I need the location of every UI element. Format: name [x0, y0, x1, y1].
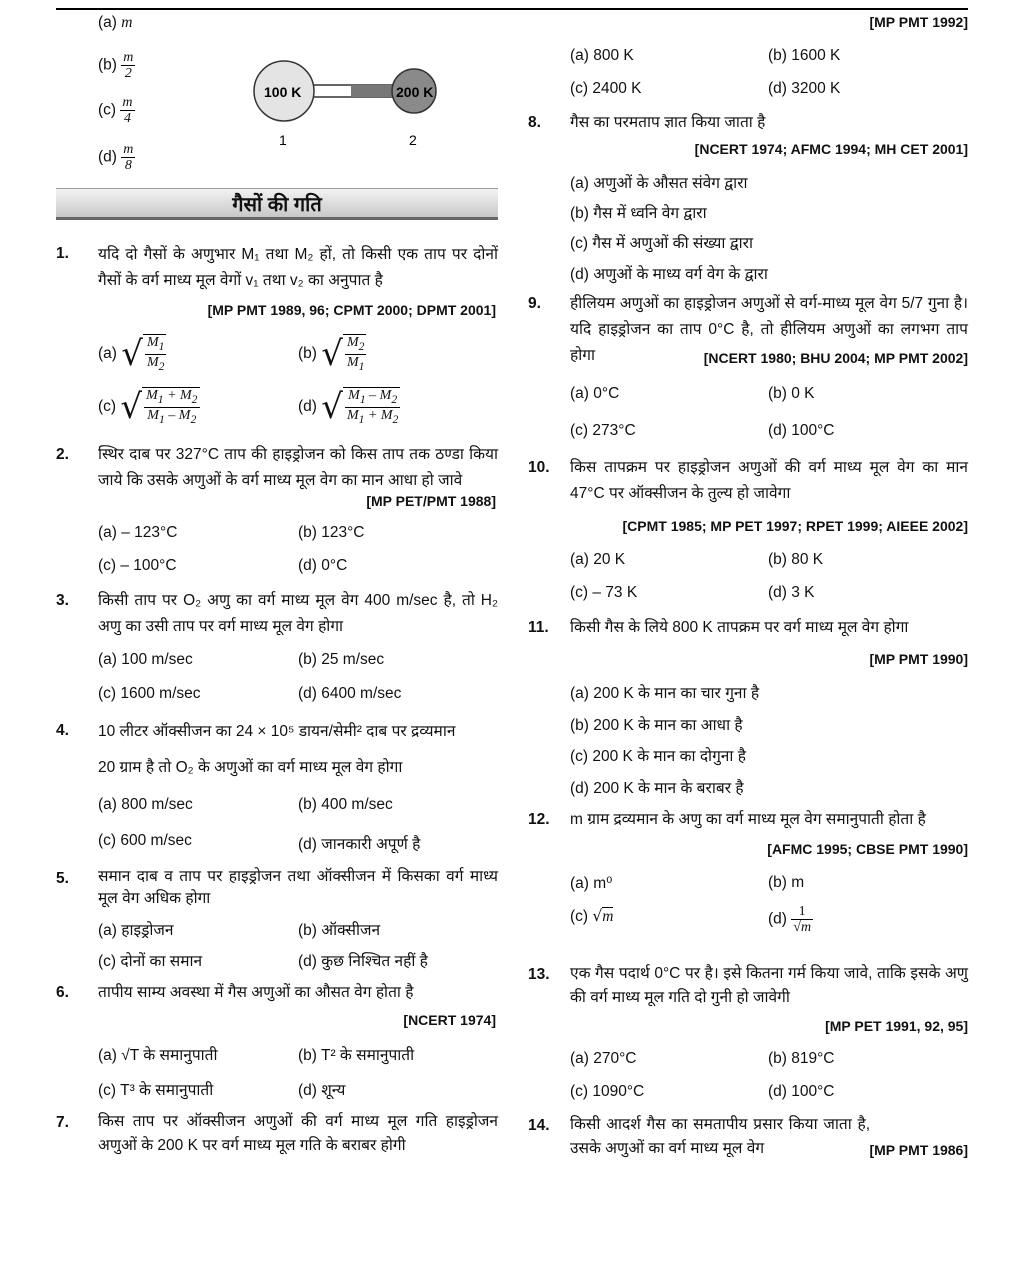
q12-option-c: (c) √m [570, 907, 614, 925]
q7-text: किस ताप पर ऑक्सीजन अणुओं की वर्ग माध्य मूल गति हाइड्रोजन अणुओं के 200 K पर वर्ग माध्य मूल गति के बराबर होगी [98, 1113, 498, 1154]
q2-text: स्थिर दाब पर 327°C ताप की हाइड्रोजन को किस ताप तक ठण्डा किया जाये कि उसके अणुओं के वर्ग माध्य मूल वेग का मान आधा हो जावे [98, 446, 498, 489]
q7-option-c: (c) 2400 K [570, 80, 642, 97]
q1-number: 1. [56, 245, 69, 262]
q14-number: 14. [528, 1117, 550, 1134]
q2-option-b: (b) 123°C [298, 524, 365, 541]
q4-option-a: (a) 800 m/sec [98, 796, 193, 813]
top-rule [56, 8, 968, 10]
q6-text: तापीय साम्य अवस्था में गैस अणुओं का औसत वेग होता है [98, 984, 414, 1001]
header-source: [MP PMT 1992] [869, 14, 968, 30]
q1-option-b: (b) √ $\frac{M_2}{M_1}$ [298, 333, 365, 374]
q3-text: किसी ताप पर O₂ अणु का वर्ग माध्य मूल वेग 400 m/sec है, तो H₂ अणु का उसी ताप पर वर्ग माध्य मूल वेग होगा [98, 592, 498, 635]
q13-option-c: (c) 1090°C [570, 1083, 645, 1100]
q10-option-a: (a) 20 K [570, 551, 626, 568]
q13-option-b: (b) 819°C [768, 1050, 835, 1067]
q13-text: एक गैस पदार्थ 0°C पर है। इसे कितना गर्म किया जावे, ताकि इसके अणु की वर्ग माध्य मूल गति दो गुनी हो जावेगी [570, 965, 968, 1006]
q12-option-b: (b) m [768, 874, 805, 891]
q4-number: 4. [56, 722, 69, 739]
q11-option-b: (b) 200 K के मान का आधा है [570, 717, 743, 734]
q1-option-a: (a) √ $\frac{M_1}{M_2}$ [98, 333, 165, 374]
q9-option-c: (c) 273°C [570, 422, 636, 439]
q8-option-d: (d) अणुओं के माध्य वर्ग वेग के द्वारा [570, 266, 768, 283]
q5-option-a: (a) हाइड्रोजन [98, 922, 174, 939]
q12-number: 12. [528, 811, 550, 828]
q8-option-a: (a) अणुओं के औसत संवेग द्वारा [570, 175, 748, 192]
q3-option-b: (b) 25 m/sec [298, 651, 385, 668]
q8-number: 8. [528, 114, 541, 131]
q5-option-d: (d) कुछ निश्चित नहीं है [298, 953, 428, 970]
q11-source: [MP PMT 1990] [869, 651, 968, 667]
q4-option-b: (b) 400 m/sec [298, 796, 393, 813]
fraction: $\frac{m}{2}$ [123, 50, 134, 81]
prev-option-c: (c) $\frac{m}{4}$ [98, 95, 133, 126]
q7-option-d: (d) 3200 K [768, 80, 841, 97]
q4-line2: 20 ग्राम है तो O₂ के अणुओं का वर्ग माध्य मूल वेग होगा [98, 759, 403, 776]
q2-option-c: (c) – 100°C [98, 557, 177, 574]
q6-option-a: (a) √T के समानुपाती [98, 1047, 218, 1064]
q5-text: समान दाब व ताप पर हाइड्रोजन तथा ऑक्सीजन में किसका वर्ग माध्य मूल वेग अधिक होगा [98, 868, 498, 907]
q11-option-d: (d) 200 K के मान के बराबर है [570, 780, 744, 797]
q11-option-a: (a) 200 K के मान का चार गुना है [570, 685, 760, 702]
q6-source: [NCERT 1974] [403, 1012, 496, 1028]
q6-option-c: (c) T³ के समानुपाती [98, 1082, 214, 1099]
q6-number: 6. [56, 984, 69, 1001]
q7-option-a: (a) 800 K [570, 47, 634, 64]
q9-text: हीलियम अणुओं का हाइड्रोजन अणुओं से वर्ग-माध्य मूल वेग 5/7 गुना है। यदि हाइड्रोजन का ताप 0°C है, तो हीलियम अणुओं का लगभग ताप होगा [570, 295, 968, 364]
bulb1-number: 1 [279, 132, 287, 148]
q3-option-a: (a) 100 m/sec [98, 651, 193, 668]
q10-source: [CPMT 1985; MP PET 1997; RPET 1999; AIEEE 2002] [622, 518, 968, 534]
q7-option-b: (b) 1600 K [768, 47, 841, 64]
q2-option-a: (a) – 123°C [98, 524, 178, 541]
q14-source: [MP PMT 1986] [869, 1142, 968, 1158]
q12-text: m ग्राम द्रव्यमान के अणु का वर्ग माध्य मूल वेग समानुपाती होता है [570, 811, 926, 828]
q9-option-a: (a) 0°C [570, 385, 620, 402]
q2-option-d: (d) 0°C [298, 557, 348, 574]
q1-option-c: (c) √ $\frac{M_1 + M_2}{M_1 - M_2}$ [98, 386, 198, 427]
q3-option-d: (d) 6400 m/sec [298, 685, 402, 702]
q11-number: 11. [528, 619, 549, 636]
bulb2-label: 200 K [396, 84, 434, 100]
q4-option-c: (c) 600 m/sec [98, 832, 192, 849]
q4-line1: 10 लीटर ऑक्सीजन का 24 × 10⁵ डायन/सेमी² दाब पर द्रव्यमान [98, 723, 456, 740]
prev-option-b: (b) $\frac{m}{2}$ [98, 50, 134, 81]
q6-option-b: (b) T² के समानुपाती [298, 1047, 415, 1064]
q11-option-c: (c) 200 K के मान का दोगुना है [570, 748, 746, 765]
q14-text: किसी आदर्श गैस का समतापीय प्रसार किया जाता है, उसके अणुओं का वर्ग माध्य मूल वेग [570, 1116, 870, 1157]
q1-option-d: (d) √ $\frac{M_1 - M_2}{M_1 + M_2}$ [298, 386, 399, 427]
q2-number: 2. [56, 446, 69, 463]
q13-number: 13. [528, 966, 550, 983]
q8-option-b: (b) गैस में ध्वनि वेग द्वारा [570, 205, 707, 222]
q13-option-a: (a) 270°C [570, 1050, 637, 1067]
q10-text: किस तापक्रम पर हाइड्रोजन अणुओं की वर्ग माध्य मूल वेग का मान 47°C पर ऑक्सीजन के तुल्य हो जावेगा [570, 459, 968, 502]
q9-source: [NCERT 1980; BHU 2004; MP PMT 2002] [703, 350, 968, 366]
q10-option-d: (d) 3 K [768, 584, 815, 601]
q5-number: 5. [56, 870, 69, 887]
q10-number: 10. [528, 459, 550, 476]
prev-option-d: (d) $\frac{m}{8}$ [98, 142, 134, 173]
q5-option-c: (c) दोनों का समान [98, 953, 203, 970]
fraction: $\frac{m}{4}$ [122, 95, 133, 126]
section-title: गैसों की गति [232, 194, 322, 216]
q6-option-d: (d) शून्य [298, 1082, 346, 1099]
q7-number: 7. [56, 1114, 69, 1131]
q9-option-d: (d) 100°C [768, 422, 835, 439]
bulb1-label: 100 K [264, 84, 302, 100]
q8-source: [NCERT 1974; AFMC 1994; MH CET 2001] [694, 141, 968, 157]
q4-option-d: (d) जानकारी अपूर्ण है [298, 836, 421, 853]
q3-number: 3. [56, 592, 69, 609]
q11-text: किसी गैस के लिये 800 K तापक्रम पर वर्ग माध्य मूल वेग होगा [570, 619, 909, 636]
q5-option-b: (b) ऑक्सीजन [298, 922, 381, 939]
q10-option-b: (b) 80 K [768, 551, 824, 568]
q10-option-c: (c) – 73 K [570, 584, 638, 601]
fraction: $\frac{m}{8}$ [123, 142, 134, 173]
q12-source: [AFMC 1995; CBSE PMT 1990] [767, 841, 968, 857]
q12-option-a: (a) m⁰ [570, 875, 613, 892]
q2-source: [MP PET/PMT 1988] [366, 493, 496, 509]
q13-option-d: (d) 100°C [768, 1083, 835, 1100]
prev-option-a: (a) m [98, 14, 133, 31]
bulb2-number: 2 [409, 132, 417, 148]
q3-option-c: (c) 1600 m/sec [98, 685, 201, 702]
q12-option-d: (d) $\frac{1}{√m}$ [768, 904, 812, 935]
two-bulb-diagram [246, 56, 446, 156]
q9-option-b: (b) 0 K [768, 385, 815, 402]
q8-text: गैस का परमताप ज्ञात किया जाता है [570, 114, 766, 131]
q1-source: [MP PMT 1989, 96; CPMT 2000; DPMT 2001] [207, 302, 496, 318]
q9-number: 9. [528, 295, 541, 312]
q13-source: [MP PET 1991, 92, 95] [825, 1018, 968, 1034]
q1-text: यदि दो गैसों के अणुभार M₁ तथा M₂ हों, तो किसी एक ताप पर दोनों गैसों के वर्ग माध्य मूल वेगों v₁ तथा v₂ का अनुपात है [98, 246, 498, 289]
q8-option-c: (c) गैस में अणुओं की संख्या द्वारा [570, 235, 754, 252]
